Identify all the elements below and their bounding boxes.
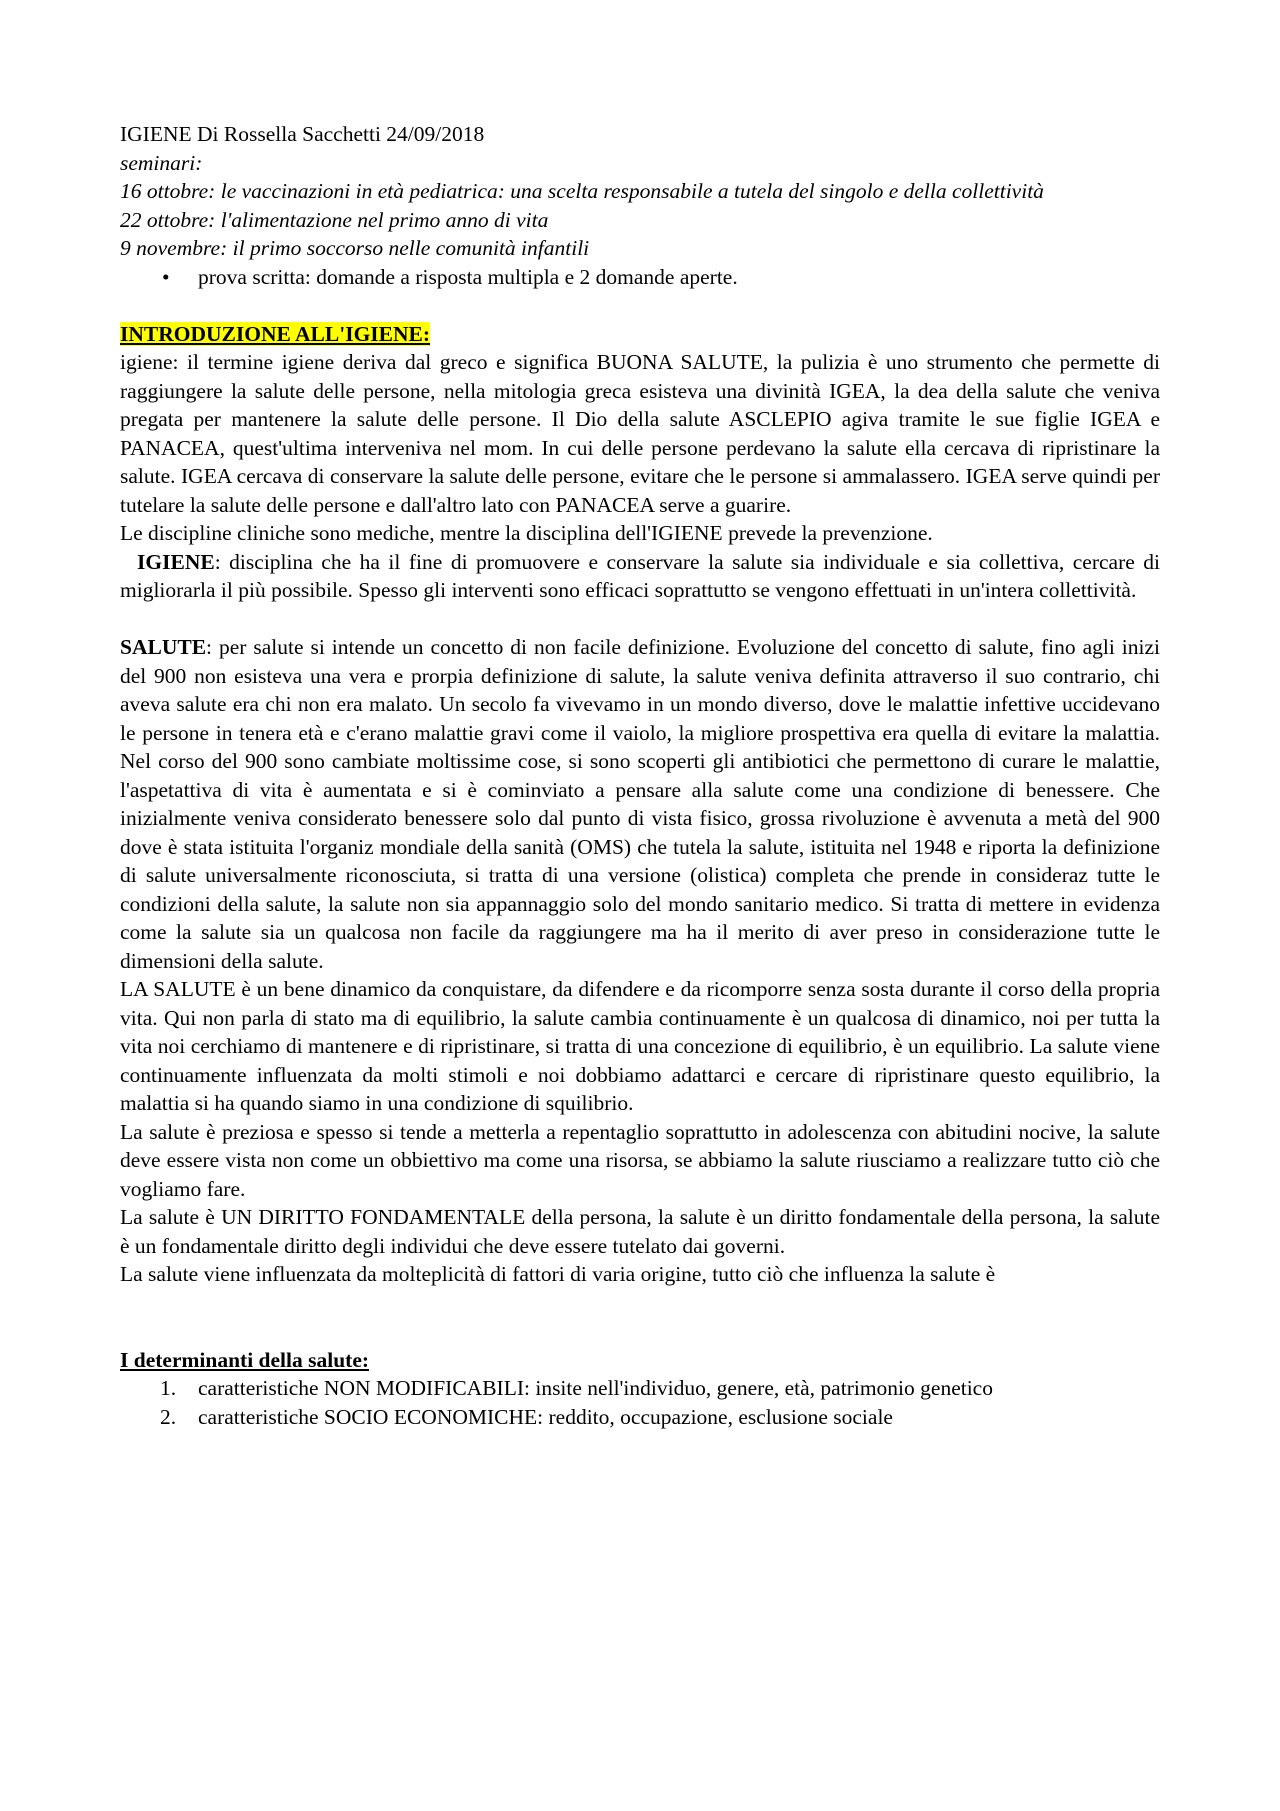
intro-heading-line	[120, 320, 1160, 349]
list-item	[120, 1374, 1160, 1403]
seminario-1: 16 ottobre: le vaccinazioni in età pediatrica: una scelta responsabile a tutela del singolo e della collettività	[120, 179, 1044, 203]
bullet-text: prova scritta: domande a risposta multipla e 2 domande aperte.	[198, 264, 738, 289]
intro-paragraph-2: Le discipline cliniche sono mediche, mentre la disciplina dell'IGIENE prevede la prevenzione.	[120, 521, 933, 545]
seminario-3: 9 novembre: il primo soccorso nelle comunità infantili	[120, 236, 590, 260]
seminari-label: seminari:	[120, 150, 203, 175]
determinanti-heading: I determinanti della salute:	[120, 1347, 370, 1372]
list-number: 1.	[160, 1376, 177, 1400]
exam-bullet-list	[120, 263, 1160, 292]
list-item	[120, 263, 1160, 292]
list-text: caratteristiche NON MODIFICABILI: insite nell'individuo, genere, età, patrimonio genetico	[198, 1376, 993, 1400]
seminario-2: 22 ottobre: l'alimentazione nel primo anno di vita	[120, 207, 549, 232]
igiene-definition: : disciplina che ha il fine di promuovere e conservare la salute sia individuale e sia collettiva, cercare di migliorarla il più possibile. Spesso gli interventi sono efficaci soprattutto se vengono effettuati in un'intera collettività.	[120, 549, 1161, 602]
salute-paragraph-2: LA SALUTE è un bene dinamico da conquistare, da difendere e da ricomporre senza sosta durante il corso della propria vita. Qui non parla di stato ma di equilibrio, la salute cambia continuamente è un qualcosa di dinamico, noi per tutta la vita noi cerchiamo di mantenere e di ripristinare, si tratta di una concezione di equilibrio, è un equilibrio. La salute viene continuamente influenzata da molti stimoli e noi dobbiamo adattarci e cercare di ripristinare questo equilibrio, la malattia si ha quando siamo in una condizione di squilibrio.	[120, 977, 1160, 1115]
document-title: IGIENE Di Rossella Sacchetti 24/09/2018	[120, 122, 485, 146]
list-text: caratteristiche SOCIO ECONOMICHE: reddito, occupazione, esclusione sociale	[198, 1404, 893, 1429]
intro-paragraph-3	[120, 548, 1160, 605]
salute-paragraph-1	[120, 633, 1160, 975]
salute-paragraph-5: La salute viene influenzata da molteplicità di fattori di varia origine, tutto ciò che influenza la salute è	[120, 1262, 996, 1286]
document-page	[120, 120, 1160, 1431]
salute-paragraph-3: La salute è preziosa e spesso si tende a metterla a repentaglio soprattutto in adolescenza con abitudini nocive, la salute deve essere vista non come un obbiettivo ma come una risorsa, se abbiamo la salute riusciamo a realizzare tutto ciò che vogliamo fare.	[120, 1119, 1160, 1201]
list-item	[120, 1403, 1160, 1432]
list-number: 2.	[160, 1404, 177, 1429]
salute-paragraph-4: La salute è UN DIRITTO FONDAMENTALE della persona, la salute è un diritto fondamentale della persona, la salute è un fondamentale diritto degli individui che deve essere tutelato dai governi.	[120, 1205, 1160, 1258]
intro-paragraph-1: igiene: il termine igiene deriva dal greco e significa BUONA SALUTE, la pulizia è uno strumento che permette di raggiungere la salute delle persone, nella mitologia greca esisteva una divinità IGEA, la dea della salute che veniva pregata per mantenere la salute delle persone. Il Dio della salute ASCLEPIO agiva tramite le sue figlie IGEA e PANACEA, quest'ultima interveniva nel mom. In cui delle persone perdevano la salute ella cercava di ripristinare la salute. IGEA cercava di conservare la salute delle persone, evitare che le persone si ammalassero. IGEA serve quindi per tutelare la salute delle persone e dall'altro lato con PANACEA serve a guarire.	[120, 350, 1160, 517]
salute-definition: : per salute si intende un concetto di non facile definizione. Evoluzione del concetto di salute, fino agli inizi del 900 non esisteva una vera e prorpia definizione di salute, la salute veniva definita attraverso il suo contrario, chi aveva salute era chi non era malato. Un secolo fa vivevamo in un mondo diverso, dove le malattie infettive uccidevano le persone in tenera età e c'erano malattie gravi come il vaiolo, la migliore prospettiva era quella di evitare la malattia. Nel corso del 900 sono cambiate moltissime cose, si sono scoperti gli antibiotici che permettono di curare le malattie, l'aspetattiva di vita è aumentata e si è cominviato a pensare alla salute come una condizione di benessere. Che inizialmente veniva considerato benessere solo dal punto di vista fisico, grossa rivoluzione è avvenuta a metà del 900 dove è stata istituita l'organiz mondiale della sanità (OMS) che tutela la salute, istituita nel 1948 e riporta la definizione di salute universalmente riconosciuta, si tratta di una versione (olistica) completa che prende in consideraz tutte le condizioni della salute, la salute non sia appannaggio solo del mondo sanitario medico. Si tratta di mettere in evidenza come la salute sia un qualcosa non facile da raggiungere ma ha il merito di aver preso in considerazione tutte le dimensioni della salute.	[120, 635, 1160, 973]
salute-term: SALUTE	[120, 635, 207, 659]
determinanti-list	[120, 1374, 1160, 1431]
intro-heading: INTRODUZIONE ALL'IGIENE:	[120, 321, 431, 346]
igiene-term: IGIENE	[137, 549, 215, 574]
bullet-mark: •	[162, 264, 170, 289]
determinanti-heading-line	[120, 1346, 1160, 1375]
